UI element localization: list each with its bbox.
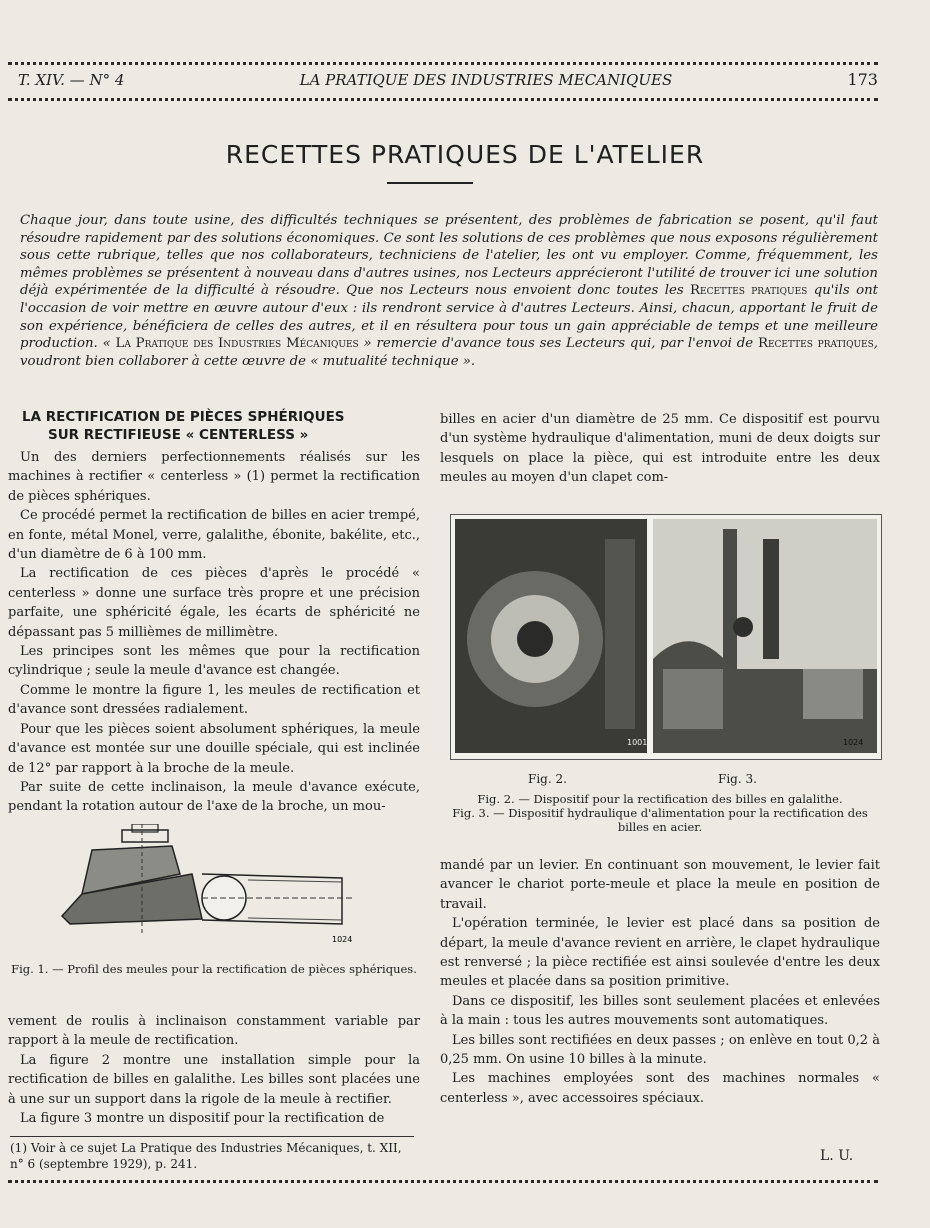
figure-1-caption: Fig. 1. — Profil des meules pour la rectification de pièces sphériques. — [11, 962, 417, 976]
article-column-left — [8, 408, 420, 817]
article-paragraph: vement de roulis à inclinaison constamment variable par rapport à la meule de rectification. — [8, 1014, 420, 1049]
figure-3-photo — [653, 519, 877, 753]
article-paragraph: Les principes sont les mêmes que pour la rectification cylindrique ; seule la meule d'avance est changée. — [8, 644, 420, 679]
figure-2-mark: 1001 — [627, 738, 647, 747]
footer-rule — [8, 1180, 878, 1183]
author-initials: L. U. — [820, 1148, 854, 1164]
figure-3-mark: 1024 — [843, 738, 864, 747]
article-column-right-continued — [440, 856, 880, 1108]
page-number: 173 — [847, 70, 878, 89]
figure-1-diagram — [52, 824, 362, 948]
article-column-right — [440, 410, 880, 488]
figure-3-label: Fig. 3. — [718, 772, 757, 786]
article-column-left-continued — [8, 1012, 420, 1128]
intro-paragraph: Chaque jour, dans toute usine, des difficultés techniques se présentent, des problèmes de fabrication se posent, qu'il faut résoudre rapidement par des solutions économiques. Ce sont les solutions de ces problèmes que nous exposons régulièrement sous cette rubrique, telles que nos collaborateurs, techniciens de l'atelier, les ont vu employer. Comme, fréquemment, les mêmes problèmes se présentent à nouveau dans d'autres usines, nos Lecteurs apprécieront l'utilité de trouver ici une solution déjà expérimentée de la difficulté à résoudre. Que nos Lecteurs nous envoient donc toutes les Recettes pratiques qu'ils ont l'occasion de voir mettre en œuvre autour d'eux : ils rendront service à d'autres Lecteurs. Ainsi, chacun, apportant le fruit de son expérience, bénéficiera de celles des autres, et il en résultera pour tous un gain appréciable de temps et une meilleure production. « La Pratique des Industries Mécaniques » remercie d'avance tous ses Lecteurs qui, par l'envoi de Recettes pratiques, voudront bien collaborer à cette œuvre de « mutualité technique ». — [20, 213, 879, 369]
article-paragraph: Un des derniers perfectionnements réalisés sur les machines à rectifier « centerless » (1) permet la rectification de pièces sphériques. — [8, 450, 420, 504]
journal-title: LA PRATIQUE DES INDUSTRIES MECANIQUES — [299, 71, 673, 89]
figure-1-mark: 1024 — [332, 935, 353, 944]
footnote-rule — [10, 1136, 414, 1137]
running-header — [18, 70, 878, 89]
article-paragraph: Comme le montre la figure 1, les meules de rectification et d'avance sont dressées radialement. — [8, 682, 420, 718]
title-divider — [387, 182, 473, 184]
article-paragraph: La figure 2 montre une installation simple pour la rectification de billes en galalithe. Les billes sont placées une à une sur un support dans la rigole de la meule à rectifier. — [8, 1052, 420, 1107]
header-rule-top — [8, 62, 878, 65]
article-paragraph: billes en acier d'un diamètre de 25 mm. Ce dispositif est pourvu d'un système hydraulique d'alimentation, muni de deux doigts sur lesquels on place la pièce, qui est introduite entre les deux meules au moyen d'un clapet com- — [440, 412, 880, 486]
page-title: RECETTES PRATIQUES DE L'ATELIER — [225, 140, 705, 169]
footnote: (1) Voir à ce sujet La Pratique des Industries Mécaniques, t. XII, n° 6 (septembre 1929), p. 241. — [10, 1141, 402, 1171]
article-paragraph: Les machines employées sont des machines normales « centerless », avec accessoires spéciaux. — [440, 1071, 880, 1106]
figure-2-photo — [455, 519, 647, 753]
article-paragraph: Par suite de cette inclinaison, la meule d'avance exécute, pendant la rotation autour de l'axe de la broche, un mou- — [8, 779, 420, 815]
figures-2-3-photos — [450, 514, 882, 760]
article-paragraph: Pour que les pièces soient absolument sphériques, la meule d'avance est montée sur une douille spéciale, qui est inclinée de 12° par rapport à la broche de la meule. — [8, 721, 420, 776]
article-paragraph: Dans ce dispositif, les billes sont seulement placées et enlevées à la main : tous les autres mouvements sont automatiques. — [440, 993, 880, 1029]
article-title: LA RECTIFICATION DE PIÈCES SPHÉRIQUES SUR RECTIFIEUSE « CENTERLESS » — [22, 409, 345, 443]
article-paragraph: Ce procédé permet la rectification de billes en acier trempé, en fonte, métal Monel, verre, galalithe, ébonite, bakélite, etc., d'un diamètre de 6 à 100 mm. — [8, 508, 420, 563]
volume-number: T. XIV. — N° 4 — [18, 71, 125, 89]
article-paragraph: L'opération terminée, le levier est placé dans sa position de départ, la meule d'avance revient en arrière, le clapet hydraulique est renversé ; la pièce rectifiée est ainsi soulevée d'entre les deux meules et placée dans sa position primitive. — [440, 916, 880, 990]
article-paragraph: La rectification de ces pièces d'après le procédé « centerless » donne une surface très propre et une précision parfaite, une sphéricité égale, les écarts de sphéricité ne dépassant pas 5 millièmes de millimètre. — [8, 566, 420, 640]
figure-2-label: Fig. 2. — [528, 772, 567, 786]
header-rule-bottom — [8, 98, 878, 101]
article-paragraph: mandé par un levier. En continuant son mouvement, le levier fait avancer le chariot porte-meule et place la meule en position de travail. — [440, 858, 880, 912]
article-paragraph: La figure 3 montre un dispositif pour la rectification de — [20, 1111, 385, 1127]
article-paragraph: Les billes sont rectifiées en deux passes ; on enlève en tout 0,2 à 0,25 mm. On usine 10 billes à la minute. — [440, 1032, 880, 1068]
figures-2-3-caption: Fig. 2. — Dispositif pour la rectification des billes en galalithe. Fig. 3. — Dispositif hydraulique d'alimentation pour la rectification des billes en acier. — [452, 792, 868, 834]
